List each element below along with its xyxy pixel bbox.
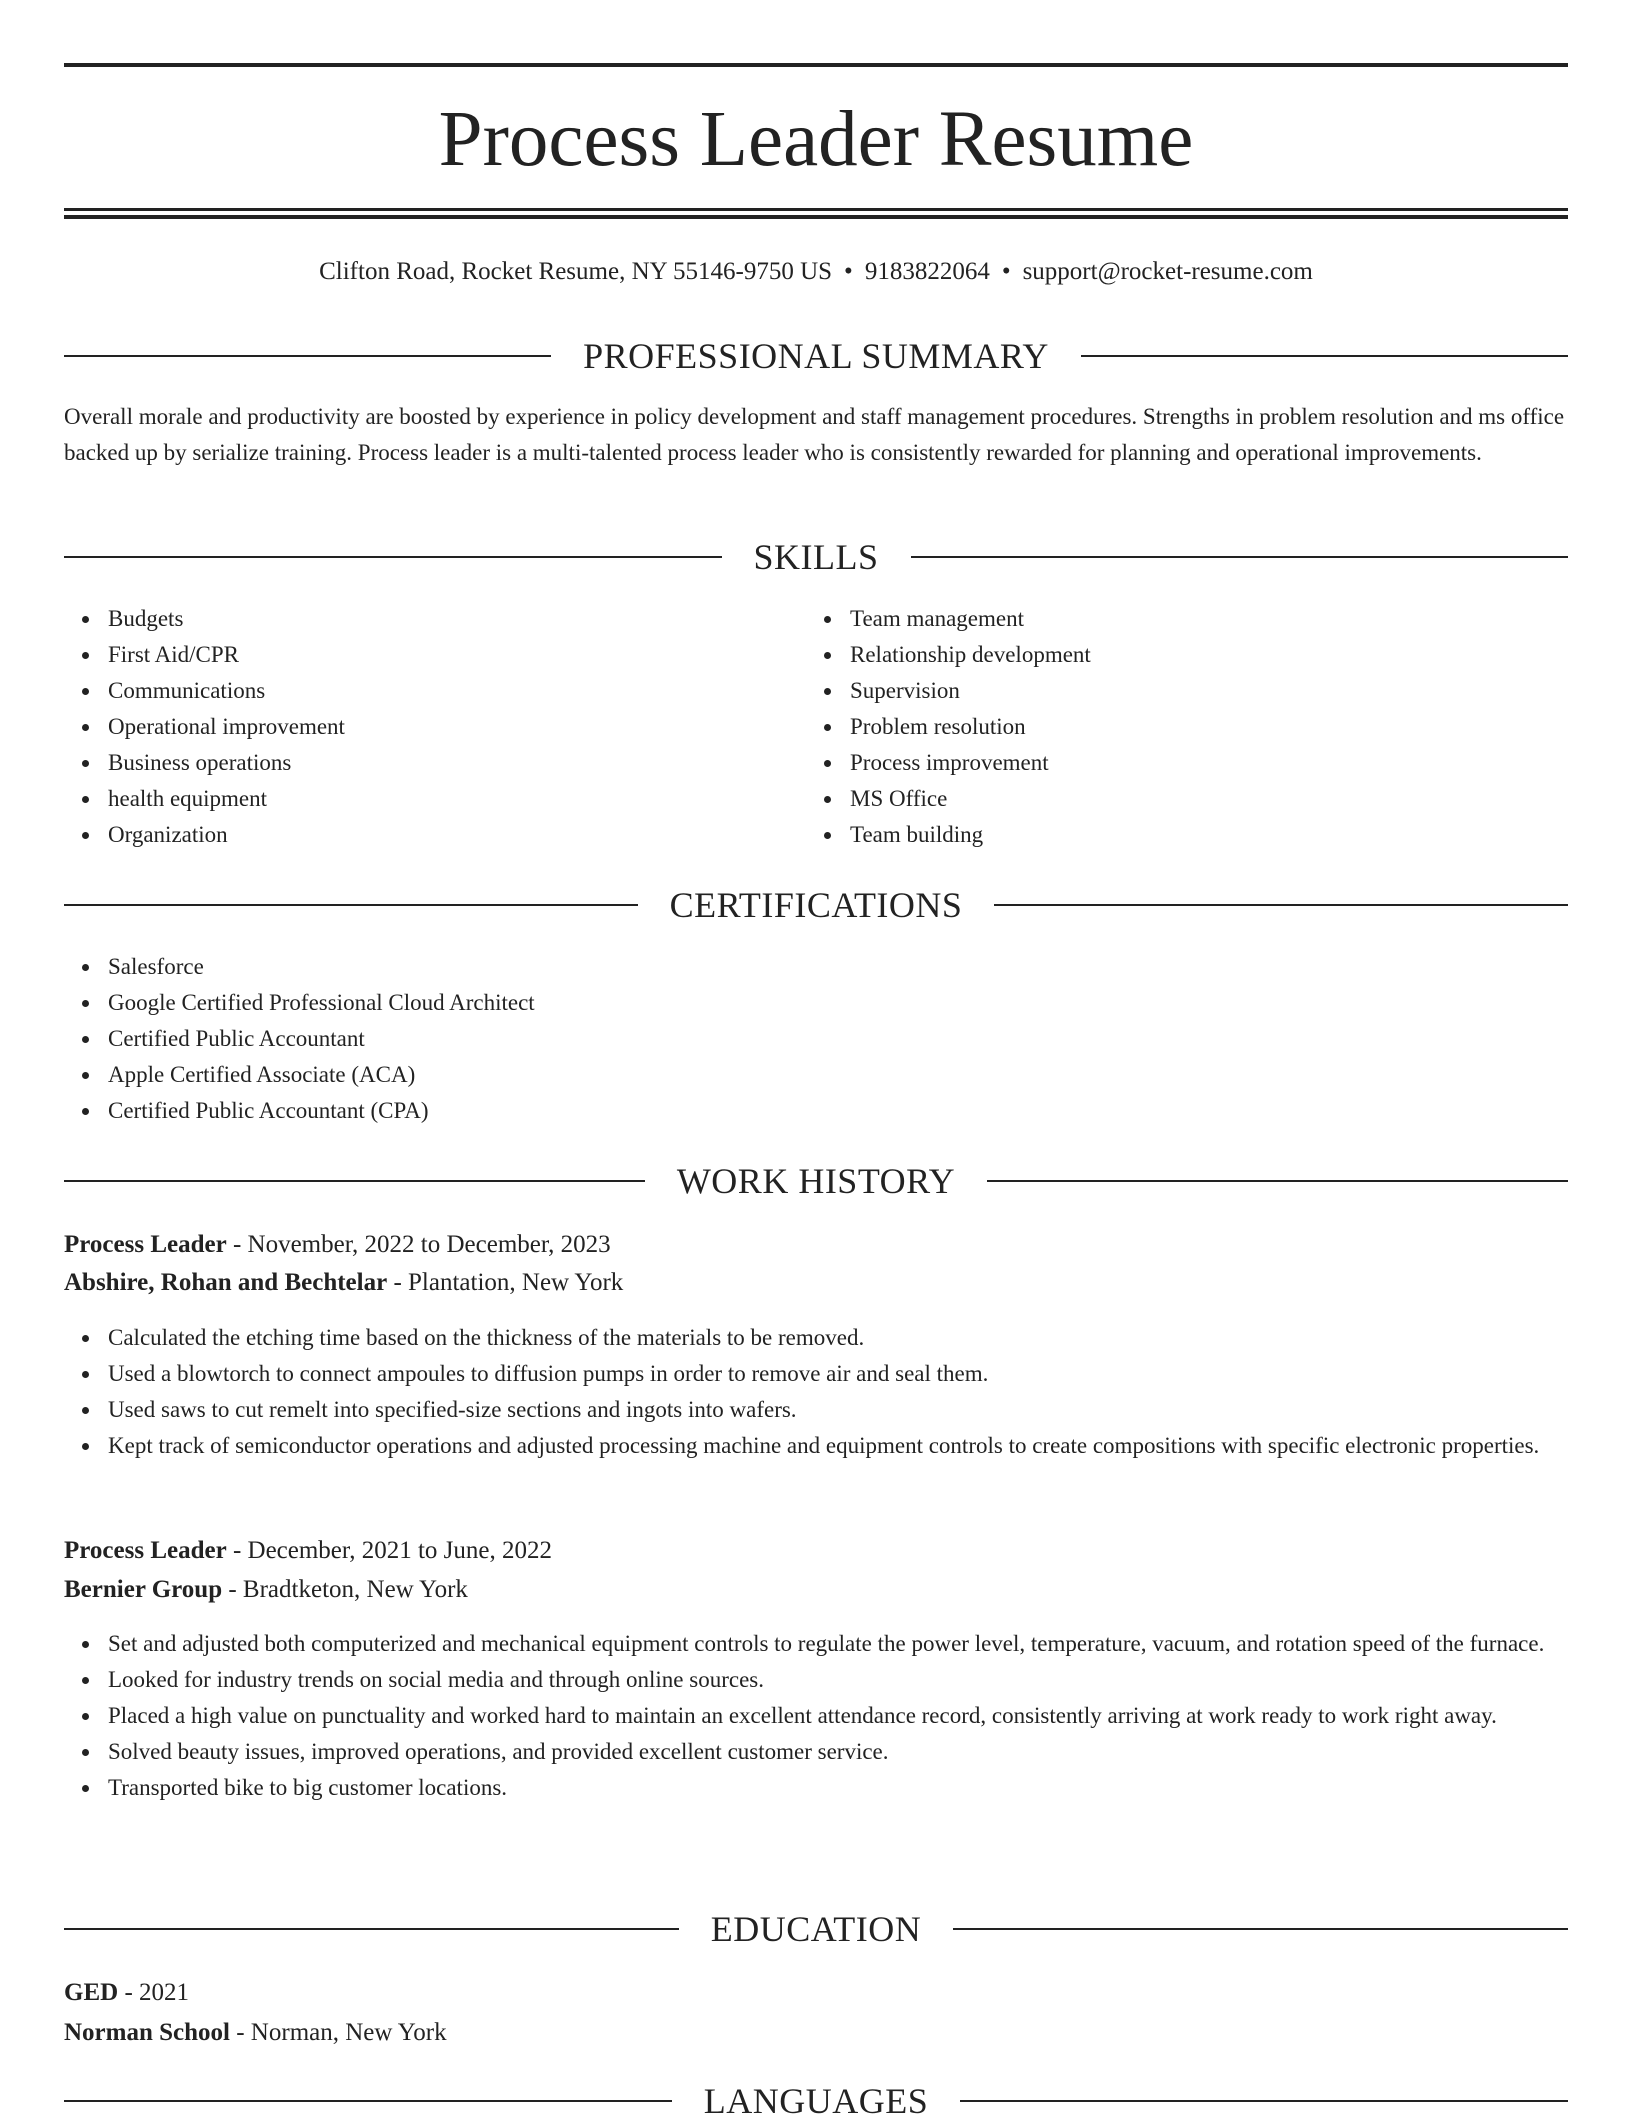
education-location: - Norman, New York: [229, 2019, 447, 2046]
heading-rule: [994, 904, 1568, 906]
skill-item: Process improvement: [850, 745, 1550, 781]
job-location: - Bradtketon, New York: [222, 1576, 468, 1603]
job-duty: Looked for industry trends on social media and through online sources.: [108, 1662, 1568, 1698]
contact-email[interactable]: support@rocket-resume.com: [1022, 258, 1313, 285]
heading-rule: [64, 904, 638, 906]
certification-item: Google Certified Professional Cloud Architect: [108, 985, 1568, 1021]
heading-rule: [64, 2100, 672, 2102]
skill-item: Budgets: [108, 601, 808, 637]
job-duty: Set and adjusted both computerized and mechanical equipment controls to regulate the power level, temperature, vacuum, and rotation speed of the furnace.: [108, 1626, 1568, 1662]
education-year: - 2021: [118, 1979, 190, 2006]
job-title-line: [64, 1226, 1568, 1264]
heading-rule: [960, 2100, 1568, 2102]
section-heading-certifications: [64, 883, 1568, 927]
contact-address: Clifton Road, Rocket Resume, NY 55146-9750 US: [319, 258, 833, 285]
skill-item: Communications: [108, 673, 808, 709]
job-company-line: [64, 1571, 1568, 1609]
job-duties-list: [64, 1320, 1568, 1464]
section-title: PROFESSIONAL SUMMARY: [583, 336, 1049, 376]
section-title: WORK HISTORY: [676, 1161, 956, 1201]
certification-item: Certified Public Accountant (CPA): [108, 1093, 1568, 1129]
job-dates: - December, 2021 to June, 2022: [226, 1537, 552, 1564]
section-heading-summary: [64, 334, 1568, 378]
skill-item: Operational improvement: [108, 709, 808, 745]
skill-item: MS Office: [850, 781, 1550, 817]
heading-rule: [911, 556, 1569, 558]
job-title: Process Leader: [64, 1537, 227, 1564]
skill-item: Organization: [108, 817, 808, 853]
skills-list-left: [64, 601, 808, 853]
section-heading-languages: [64, 2079, 1568, 2123]
section-title: LANGUAGES: [703, 2081, 929, 2121]
section-heading-skills: [64, 535, 1568, 579]
section-title: SKILLS: [753, 537, 879, 577]
skill-item: Supervision: [850, 673, 1550, 709]
job-company-line: [64, 1264, 1568, 1302]
contact-separator: •: [844, 258, 853, 285]
top-rule: [64, 63, 1568, 67]
contact-separator: •: [1001, 258, 1011, 285]
job-duty: Solved beauty issues, improved operations, and provided excellent customer service.: [108, 1734, 1568, 1770]
certification-item: Salesforce: [108, 949, 1568, 985]
job-company: Abshire, Rohan and Bechtelar: [64, 1269, 388, 1296]
job-dates: - November, 2022 to December, 2023: [226, 1231, 611, 1258]
title-rule-lower: [64, 215, 1568, 219]
job-duty: Used a blowtorch to connect ampoules to diffusion pumps in order to remove air and seal them.: [108, 1356, 1568, 1392]
section-heading-work-history: [64, 1159, 1568, 1203]
heading-rule: [1081, 355, 1568, 357]
skills-list-right: [806, 601, 1550, 853]
summary-text: Overall morale and productivity are boosted by experience in policy development and staff management procedures. Strengths in problem resolution and ms office backed up by serialize training. Process leader is a multi-talented process leader who is consistently rewarded for planning and operational improvements.: [64, 404, 1565, 465]
certifications-list: [64, 949, 1568, 1129]
job-duties-list: [64, 1626, 1568, 1806]
education-degree-line: [64, 1974, 1568, 2012]
job-location: - Plantation, New York: [387, 1269, 624, 1296]
job-duty: Calculated the etching time based on the thickness of the materials to be removed.: [108, 1320, 1568, 1356]
contact-line: [64, 254, 1568, 290]
section-title: EDUCATION: [710, 1909, 922, 1949]
heading-rule: [64, 556, 722, 558]
heading-rule: [64, 1928, 679, 1930]
skill-item: Relationship development: [850, 637, 1550, 673]
job-duty: Kept track of semiconductor operations and adjusted processing machine and equipment controls to create compositions with specific electronic properties.: [108, 1428, 1568, 1464]
heading-rule: [953, 1928, 1568, 1930]
skill-item: health equipment: [108, 781, 808, 817]
job-title-line: [64, 1532, 1568, 1570]
title-rule-upper: [64, 208, 1568, 211]
heading-rule: [987, 1180, 1568, 1182]
job-title: Process Leader: [64, 1231, 227, 1258]
resume-title: Process Leader Resume: [438, 96, 1194, 183]
job-duty: Transported bike to big customer locations.: [108, 1770, 1568, 1806]
heading-rule: [64, 355, 551, 357]
skill-item: First Aid/CPR: [108, 637, 808, 673]
heading-rule: [64, 1180, 645, 1182]
skill-item: Problem resolution: [850, 709, 1550, 745]
skill-item: Team management: [850, 601, 1550, 637]
skill-item: Business operations: [108, 745, 808, 781]
education-school: Norman School: [64, 2019, 230, 2046]
certification-item: Apple Certified Associate (ACA): [108, 1057, 1568, 1093]
job-company: Bernier Group: [64, 1576, 223, 1603]
contact-phone: 9183822064: [864, 258, 990, 285]
skill-item: Team building: [850, 817, 1550, 853]
education-degree: GED: [64, 1979, 119, 2006]
certification-item: Certified Public Accountant: [108, 1021, 1568, 1057]
education-school-line: [64, 2014, 1568, 2052]
job-duty: Used saws to cut remelt into specified-size sections and ingots into wafers.: [108, 1392, 1568, 1428]
section-title: CERTIFICATIONS: [669, 885, 963, 925]
job-duty: Placed a high value on punctuality and worked hard to maintain an excellent attendance record, consistently arriving at work ready to work right away.: [108, 1698, 1568, 1734]
section-heading-education: [64, 1907, 1568, 1951]
